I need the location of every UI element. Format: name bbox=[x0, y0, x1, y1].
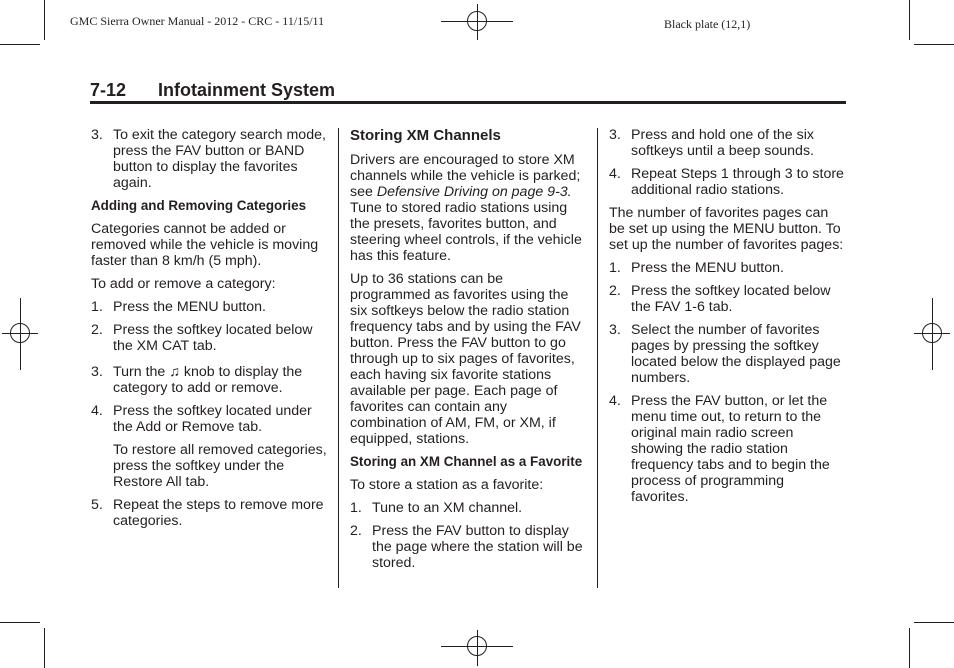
crop-mark bbox=[914, 622, 954, 623]
paragraph-text: Drivers are encouraged to store XM channels while the vehicle is parked; see bbox=[350, 152, 581, 200]
step-text: Press the softkey located below the XM CAT tab. bbox=[113, 322, 313, 354]
column-divider bbox=[338, 128, 339, 588]
step-number: 2. bbox=[350, 523, 362, 539]
cross-reference-link[interactable]: Defensive Driving on page 9-3. bbox=[376, 184, 572, 200]
step-number: 3. bbox=[609, 127, 621, 143]
list-item bbox=[350, 523, 586, 571]
step-note: To restore all removed categories, press the softkey under the Restore All tab. bbox=[113, 442, 327, 490]
list-item bbox=[91, 127, 331, 191]
step-text: knob to display the category to add or remove. bbox=[113, 364, 303, 396]
step-number: 1. bbox=[609, 260, 621, 276]
step-text: Press the FAV button to display the page where the station will be stored. bbox=[372, 523, 583, 571]
paragraph: Up to 36 stations can be programmed as favorites using the six softkeys below the radio station frequency tabs and by using the FAV button. Press the FAV button to go through up to six pages of favorites, each having six favorite stations available per page. Each page of favorites can contain any combination of AM, FM, or XM, if equipped, stations. bbox=[350, 271, 581, 447]
step-text: Press the softkey located below the FAV 1-6 tab. bbox=[631, 283, 831, 315]
step-text: Press and hold one of the six softkeys until a beep sounds. bbox=[631, 127, 814, 159]
step-text: Press the MENU button. bbox=[113, 299, 266, 315]
list-item bbox=[609, 166, 845, 198]
list-item bbox=[609, 393, 845, 505]
column-1 bbox=[91, 127, 331, 536]
crop-mark bbox=[0, 44, 40, 45]
crop-mark bbox=[0, 622, 40, 623]
list-item bbox=[91, 364, 331, 396]
step-text: Turn the bbox=[113, 364, 166, 380]
step-text: To exit the category search mode, press the FAV button or BAND button to display the favorites again. bbox=[113, 127, 326, 191]
list-item bbox=[609, 322, 845, 386]
step-number: 3. bbox=[91, 364, 103, 380]
list-item bbox=[91, 403, 331, 435]
paragraph bbox=[350, 152, 586, 264]
list-item bbox=[91, 322, 331, 354]
step-text: Repeat Steps 1 through 3 to store additional radio stations. bbox=[631, 166, 844, 198]
step-text: Tune to an XM channel. bbox=[372, 500, 523, 516]
step-number: 2. bbox=[91, 322, 103, 338]
plate-label: Black plate (12,1) bbox=[664, 17, 751, 31]
crop-mark bbox=[44, 628, 45, 668]
subheading: Adding and Removing Categories bbox=[91, 198, 307, 213]
list-item bbox=[609, 127, 845, 159]
section-title: Infotainment System bbox=[158, 80, 336, 100]
section-number: 7-12 bbox=[90, 80, 127, 100]
crop-mark bbox=[909, 0, 910, 40]
subheading: Storing an XM Channel as a Favorite bbox=[350, 454, 583, 469]
list-item bbox=[609, 283, 845, 315]
step-number: 4. bbox=[609, 166, 621, 182]
step-text: Press the MENU button. bbox=[631, 260, 784, 276]
step-number: 1. bbox=[350, 500, 362, 516]
crop-mark bbox=[914, 44, 954, 45]
paragraph: To add or remove a category: bbox=[91, 276, 276, 292]
column-2 bbox=[350, 127, 586, 578]
column-divider bbox=[597, 128, 598, 588]
step-text: Press the softkey located under the Add or Remove tab. bbox=[113, 403, 312, 435]
step-text: Repeat the steps to remove more categories. bbox=[113, 497, 324, 529]
step-number: 1. bbox=[91, 299, 103, 315]
column-3 bbox=[609, 127, 845, 512]
step-text: Select the number of favorites pages by pressing the softkey located below the displayed page numbers. bbox=[631, 322, 841, 386]
crop-mark bbox=[909, 628, 910, 668]
step-number: 3. bbox=[609, 322, 621, 338]
document-header-title: GMC Sierra Owner Manual - 2012 - CRC - 11/15/11 bbox=[70, 14, 325, 28]
paragraph-text: Tune to stored radio stations using the presets, favorites button, and steering wheel controls, if the vehicle has this feature. bbox=[350, 200, 582, 264]
crop-mark bbox=[44, 0, 45, 40]
paragraph: The number of favorites pages can be set up using the MENU button. To set up the number of favorites pages: bbox=[609, 205, 844, 253]
step-text: Press the FAV button, or let the menu time out, to return to the original main radio screen showing the radio station frequency tabs and to begin the process of programming favorites. bbox=[631, 393, 830, 505]
list-item bbox=[91, 299, 331, 315]
music-note-icon: ♫ bbox=[169, 364, 180, 380]
step-number: 5. bbox=[91, 497, 103, 513]
step-number: 2. bbox=[609, 283, 621, 299]
step-number: 3. bbox=[91, 127, 103, 143]
section-heading: Storing XM Channels bbox=[350, 127, 501, 144]
list-item bbox=[350, 500, 586, 516]
step-number: 4. bbox=[91, 403, 103, 419]
list-item bbox=[609, 260, 845, 276]
step-number: 4. bbox=[609, 393, 621, 409]
paragraph: To store a station as a favorite: bbox=[350, 477, 544, 493]
list-item bbox=[91, 497, 331, 529]
heading-rule bbox=[90, 101, 846, 104]
paragraph: Categories cannot be added or removed while the vehicle is moving faster than 8 km/h (5 mph). bbox=[91, 221, 319, 269]
